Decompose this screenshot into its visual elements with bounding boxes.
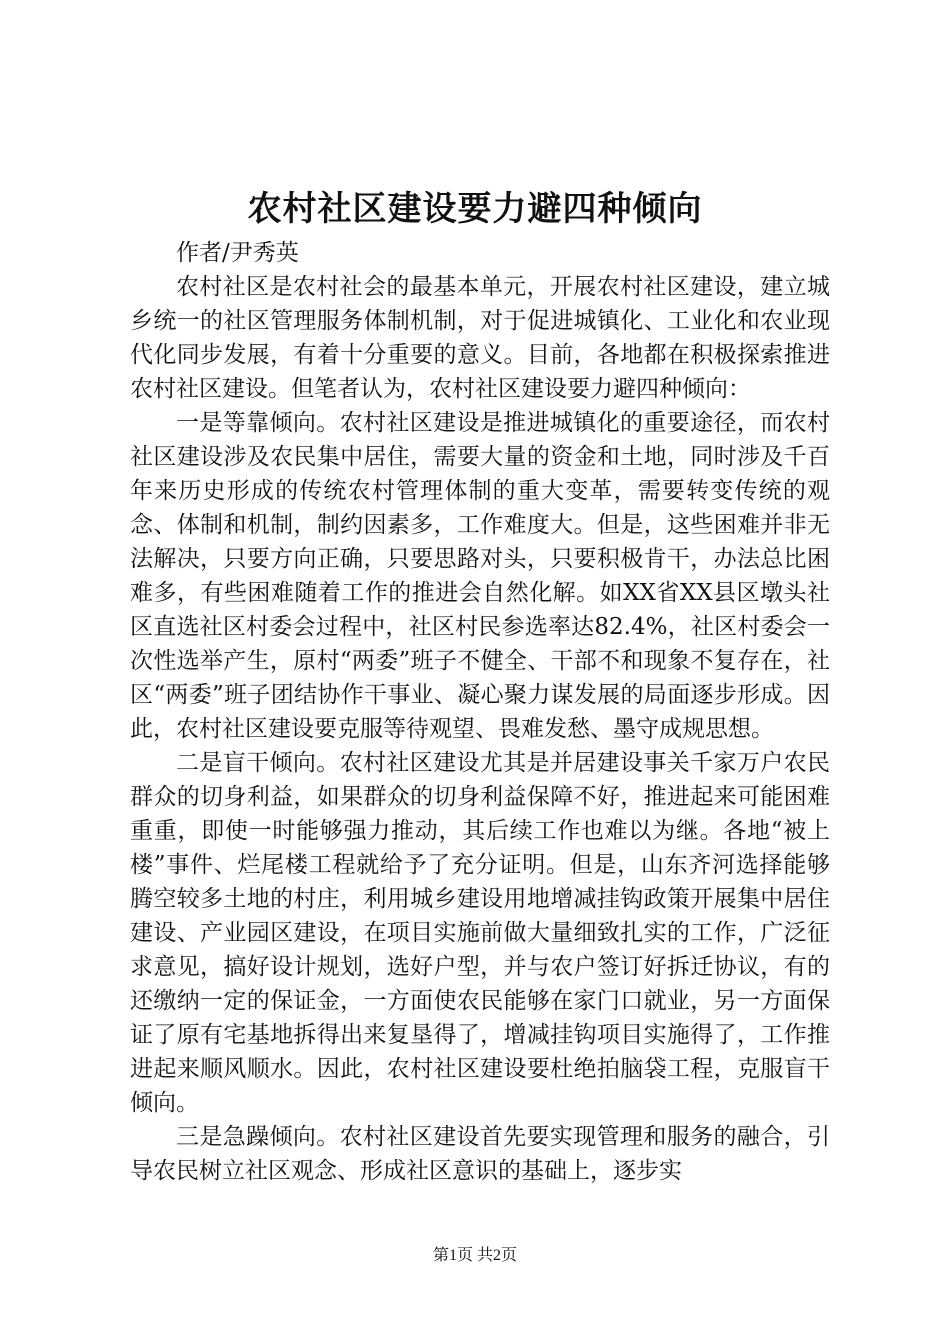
page-footer: 第1页 共2页 xyxy=(432,1247,517,1264)
paragraph-second-tendency: 二是盲干倾向。农村社区建设尤其是并居建设事关千家万户农民群众的切身利益，如果群众的切身利益保障不好，推进起来可能困难重重，即使一时能够强力推动，其后续工作也难以为继。各地“被上楼”事件、烂尾楼工程就给予了充分证明。但是，山东齐河选择能够腾空较多土地的村庄，利用城乡建设用地增减挂钩政策开展集中居住建设、产业园区建设，在项目实施前做大量细致扎实的工作，广泛征求意见，搞好设计规划，选好户型，并与农户签订好拆迁协议，有的还缴纳一定的保证金，一方面使农民能够在家门口就业，另一方面保证了原有宅基地拆得出来复垦得了，增减挂钩项目实施得了，工作推进起来顺风顺水。因此，农村社区建设要杜绝拍脑袋工程，克服盲干倾向。 xyxy=(130,750,830,1116)
document-body xyxy=(130,236,830,1188)
paragraph-intro: 农村社区是农村社会的最基本单元，开展农村社区建设，建立城乡统一的社区管理服务体制机制，对于促进城镇化、工业化和农业现代化同步发展，有着十分重要的意义。目前，各地都在积极探索推进农村社区建设。但笔者认为，农村社区建设要力避四种倾向： xyxy=(130,274,830,402)
paragraph-third-tendency: 三是急躁倾向。农村社区建设首先要实现管理和服务的融合，引导农民树立社区观念、形成社区意识的基础上，逐步实 xyxy=(130,1124,830,1184)
document-title: 农村社区建设要力避四种倾向 xyxy=(247,189,703,229)
paragraph-first-tendency: 一是等靠倾向。农村社区建设是推进城镇化的重要途径，而农村社区建设涉及农民集中居住，需要大量的资金和土地，同时涉及千百年来历史形成的传统农村管理体制的重大变革，需要转变传统的观念、体制和机制，制约因素多，工作难度大。但是，这些困难并非无法解决，只要方向正确，只要思路对头，只要积极肯干，办法总比困难多，有些困难随着工作的推进会自然化解。如XX省XX县区墩头社区直选社区村委会过程中，社区村民参选率达82.4%，社区村委会一次性选举产生，原村“两委”班子不健全、干部不和现象不复存在，社区“两委”班子团结协作干事业、凝心聚力谋发展的局面逐步形成。因此，农村社区建设要克服等待观望、畏难发愁、墨守成规思想。 xyxy=(130,410,830,742)
author-line: 作者/尹秀英 xyxy=(176,240,299,266)
